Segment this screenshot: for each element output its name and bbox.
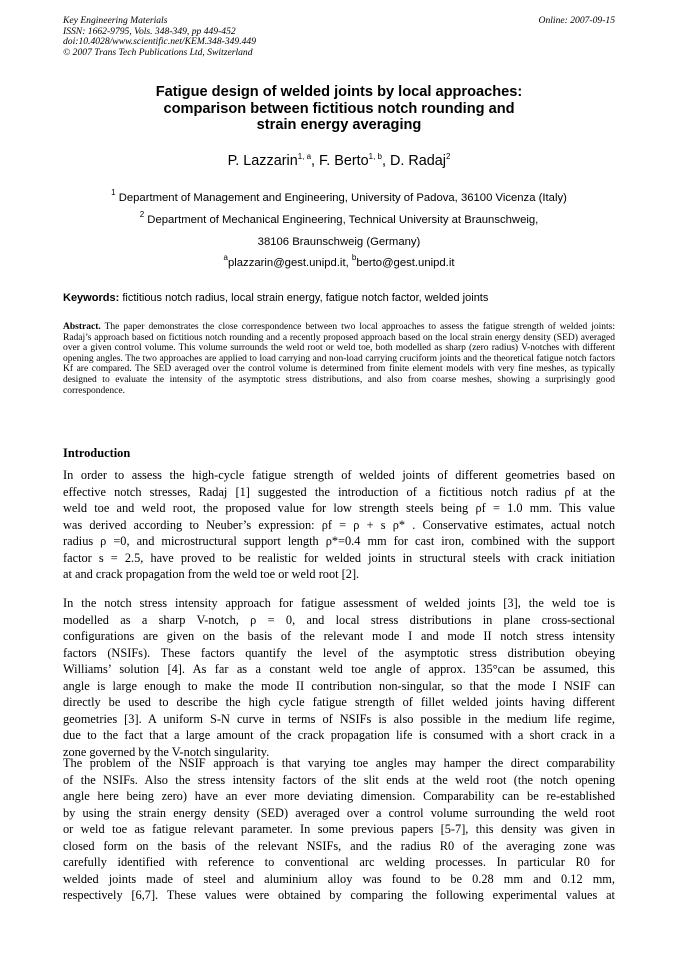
author-superscript: 2 <box>445 152 451 161</box>
keywords <box>63 291 623 305</box>
title-line: comparison between fictitious notch rounding and <box>163 100 515 117</box>
affiliation-text: Department of Management and Engineering, University of Padova, 36100 Vicenza (Italy) <box>118 192 567 204</box>
text-line: In the notch stress intensity approach for fatigue assessment of welded joints [3], the weld toe is <box>63 596 615 610</box>
text-line: Williams’ solution [4]. As far as a constant weld toe angle of approx. 135°can be assumed, this <box>63 662 615 676</box>
doi-line: doi:10.4028/www.scientific.net/KEM.348-349.449 <box>63 36 257 48</box>
text-line: effective notch stresses, Radaj [1] suggested the introduction of a fictitious notch radius ρf at the <box>63 484 615 499</box>
title-line: strain energy averaging <box>256 117 422 134</box>
abstract-label: Abstract. <box>63 322 101 332</box>
text-line: factor s = 2.5, have proved to be realistic for welded joints in structural steels with crack initiation <box>63 550 615 565</box>
email-link[interactable]: berto@gest.unipd.it <box>356 257 455 269</box>
text-line: due to the fact that a large amount of the crack propagation life is consumed with a short crack in a <box>63 728 615 742</box>
text-line: weld toe and weld root, the proposed value for low strength steels being ρf = 1.0 mm. This value <box>63 501 615 515</box>
author-superscript: 1, a <box>297 152 312 161</box>
paper-title <box>63 84 615 134</box>
email-superscript: a <box>223 253 228 262</box>
text-line: In order to assess the high-cycle fatigue strength of welded joints of different geometries based on <box>63 468 615 482</box>
text-line: by using the strain energy density (SED) averaged over a control volume surrounding the weld root <box>63 805 615 820</box>
author-name: F. Berto <box>319 153 369 169</box>
text-line: or weld toe as fatigue relevant parameter. In some previous papers [5-7], this density was given in <box>63 822 615 836</box>
keywords-text: fictitious notch radius, local strain energy, fatigue notch factor, welded joints <box>122 292 489 304</box>
affiliation-superscript: 2 <box>139 210 145 219</box>
text-line: respectively [6,7]. These values were obtained by comparing the following experimental values at <box>63 888 615 902</box>
text-line: directly be used to describe the high cycle fatigue strength of fillet welded joints having different <box>63 695 615 709</box>
affiliation-2 <box>63 210 615 227</box>
affiliation-text: Department of Mechanical Engineering, Technical University at Braunschweig, <box>147 214 539 226</box>
text-line: zone governed by the V-notch singularity. <box>63 744 270 759</box>
journal-name: Key Engineering Materials <box>63 15 168 26</box>
paragraph-3 <box>63 755 615 904</box>
issn-line: ISSN: 1662-9795, Vols. 348-349, pp 449-452 <box>63 25 236 37</box>
text-line: was derived according to Neuber’s expression: ρf = ρ + s ρ* . Conservative estimates, actual notch <box>63 517 615 532</box>
journal-info <box>63 16 615 58</box>
author-name: P. Lazzarin <box>227 153 298 169</box>
affiliation-superscript: 1 <box>111 188 116 197</box>
section-heading: Introduction <box>63 446 131 460</box>
author-superscript: 1, b <box>368 152 382 161</box>
author-name: D. Radaj <box>389 153 446 169</box>
author-emails <box>63 253 615 270</box>
title-line: Fatigue design of welded joints by local approaches: <box>155 84 523 100</box>
text-line: modelled as a sharp V-notch, ρ = 0, and local stress distributions in plane cross-sectional <box>63 612 615 627</box>
text-line: geometries [3]. A uniform S-N curve in terms of NSIFs is also possible in the medium life regime, <box>63 711 615 726</box>
email-superscript: b <box>351 253 357 262</box>
text-line: The problem of the NSIF approach is that varying toe angles may hamper the direct comparability <box>63 756 615 770</box>
email-link[interactable]: plazzarin@gest.unipd.it, <box>227 257 349 269</box>
text-line: closed form on the basis of the relevant NSIFs, and the radius R0 of the averaging zone was <box>63 838 615 853</box>
text-line: radius ρ =0, and microstructural support length ρ*=0.4 mm for cast iron, combined with the support <box>63 534 615 548</box>
abstract <box>63 322 615 396</box>
abstract-text: The paper demonstrates the close correspondence between two local approaches to assess the fatigue strength of welded joints: Radaj’s approach based on fictitious notch rounding and a recently proposed approach based on the local strain energy density (SED) averaged over a given control volume. This volume surrounds the weld root or weld toe, both modelled as sharp (zero radius) V-notches with different opening angles. The two approaches are applied to load carrying and non-load carrying cruciform joints and the theoretical fatigue notch factors Kf are compared. The SED averaged over the control volume is determined from finite element models with very fine meshes, as typically designed to evaluate the intensity of the asymptotic stress distributions, and also from coarse meshes, showing a surprisingly good correspondence. <box>63 322 615 396</box>
paragraph-2 <box>63 595 615 760</box>
running-header <box>63 16 615 58</box>
text-line: at and crack propagation from the weld toe or weld root [2]. <box>63 567 360 581</box>
affiliation-2-cont: 38106 Braunschweig (Germany) <box>257 236 421 248</box>
author-list: P. Lazzarin$^{1, a}$, F. Berto$^{1, b}$, D. Radaj$^2$ <box>227 152 451 169</box>
text-line: welded joints made of steel and aluminium alloy was found to be 0.28 mm and 0.12 mm, <box>63 871 615 886</box>
keywords-label: Keywords: <box>63 292 120 304</box>
paragraph-1 <box>63 467 615 583</box>
affiliation-1 <box>63 188 615 205</box>
text-line: of the NSIFs. Also the stress intensity factors of the slit ends at the weld root (the notch opening <box>63 772 615 787</box>
online-date: Online: 2007-09-15 <box>538 15 615 26</box>
text-line: angle is large enough to make the mode II contribution non-singular, so that the mode I NSIF can <box>63 678 615 693</box>
text-line: angle here being zero) have an ever more deviating dimension. Comparability can be re-established <box>63 789 615 803</box>
copyright-line: © 2007 Trans Tech Publications Ltd, Switzerland <box>63 46 253 58</box>
text-line: carefully identified with reference to conventional arc welding processes. In particular R0 for <box>63 855 615 869</box>
text-line: configurations are given on the basis of the relevant mode I and mode II notch stress intensity <box>63 629 615 643</box>
text-line: factors (NSIFs). These factors quantify the level of the asymptotic stress distribution obeying <box>63 645 615 660</box>
